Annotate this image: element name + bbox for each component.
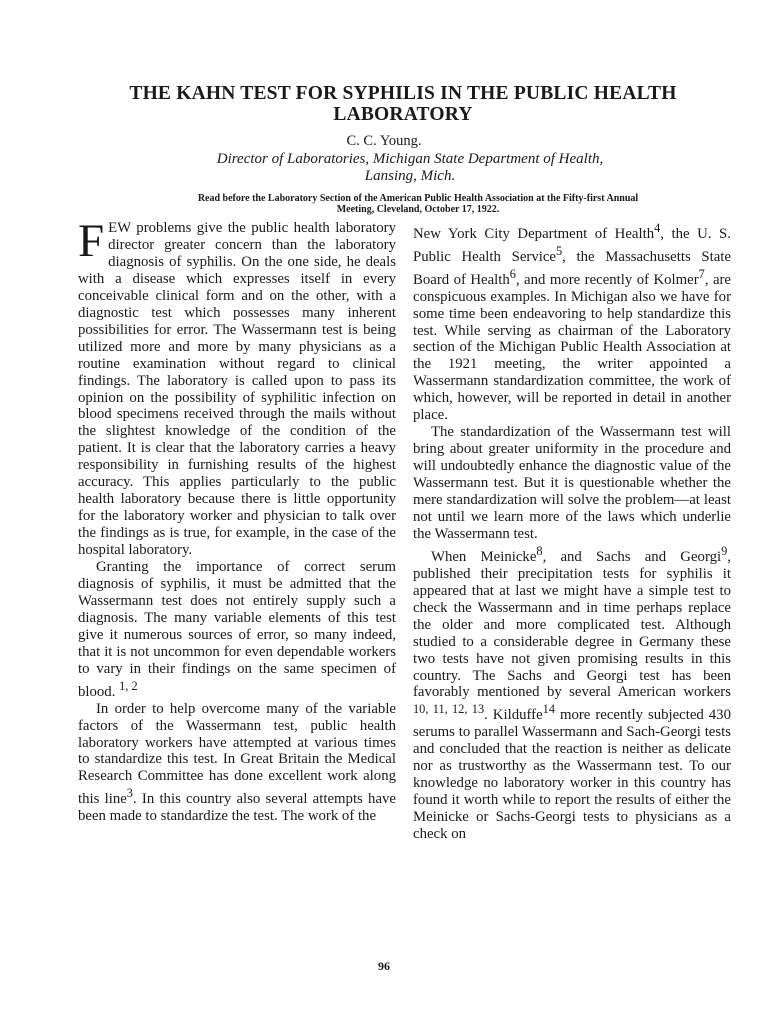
- paragraph-text: EW problems give the public health laboratory director greater concern than the laboratory diagnosis of syphilis. On the one side, he deals with a disease which expresses itself in every conceivable clinical form and on the other, with a diagnostic test which possesses many inherent possibilities for error. The Wassermann test is being utilized more and more by many physicians as a routine examination without regard to clinical findings. The laboratory is called upon to pass its opinion on the possibility of syphilitic infection on blood specimens received through the mails without the slightest knowledge of the condition of the patient. It is clear that the laboratory carries a heavy responsibility in furnishing results of the highest accuracy. This applies particularly to the public health laboratory because there is little opportunity for the laboratory worker and physician to talk over the findings as is true, for example, in the case of the hospital laboratory.: [78, 220, 396, 559]
- title-line-1: THE KAHN TEST FOR SYPHILIS IN THE PUBLIC HEALTH: [129, 83, 677, 104]
- drop-cap: F: [78, 215, 105, 267]
- left-column: [78, 215, 396, 825]
- paragraph: [413, 220, 731, 424]
- paragraph-text: . In this country also several attempts have been made to standardize the test. The work of the: [78, 791, 396, 825]
- article-title: [60, 83, 746, 125]
- right-column: [413, 220, 731, 843]
- paragraph: [78, 701, 396, 826]
- affiliation-line-1: Director of Laboratories, Michigan State Department of Health,: [216, 151, 604, 167]
- note-line-2: Meeting, Cleveland, October 17, 1922.: [336, 204, 500, 215]
- citation-superscript: 6: [509, 266, 516, 281]
- paragraph: [78, 215, 396, 559]
- paragraph: [78, 559, 396, 701]
- paragraph-text: , the Massachusetts State Board of Health: [413, 248, 731, 288]
- citation-superscript: 8: [536, 543, 543, 558]
- page-number: 96: [378, 959, 390, 973]
- citation-superscript: 1, 2: [119, 678, 138, 693]
- citation-superscript: 4: [654, 221, 661, 235]
- citation-superscript: 10, 11, 12, 13: [413, 702, 485, 717]
- paragraph-text: In order to help overcome many of the variable factors of the Wassermann test, public health laboratory workers have attempted at various times to standardize this test. In Great Britain the Medical Research Committee has done excellent work along this line: [78, 700, 396, 808]
- paragraph-text: , and more recently of Kolmer: [515, 271, 699, 288]
- paragraph-text: When Meinicke: [431, 548, 537, 565]
- citation-superscript: 14: [542, 702, 555, 717]
- paragraph-text: Granting the importance of correct serum diagnosis of syphilis, it must be admitted that the Wassermann test does not entirely supply such a diagnosis. The many variable elements of this test give it numerous sources of error, so many indeed, that it is not uncommon for even dependable workers to vary in their findings on the same specimen of blood.: [78, 559, 396, 700]
- title-line-2: LABORATORY: [333, 104, 473, 125]
- presentation-note: [82, 193, 754, 215]
- paragraph-text: . Kilduffe: [484, 707, 543, 724]
- citation-superscript: 9: [721, 543, 728, 558]
- paragraph-text: The standardization of the Wassermann test will bring about greater uniformity in the procedure and will undoubtedly enhance the diagnostic value of the Wassermann test. But it is questionable whether the mere standardization will solve the problem—at least not until we learn more of the laws which underlie the Wassermann test.: [413, 424, 731, 542]
- paragraph-text: , are conspicuous examples. In Michigan also we have for some time been endeavoring to help standardize this test. While serving as chairman of the Laboratory section of the Michigan Public Health Association at the 1921 meeting, the writer appointed a Wassermann standardization committee, the work of which, however, will be reported in detail in another place.: [413, 271, 732, 424]
- citation-superscript: 5: [555, 243, 563, 258]
- paragraph-text: , and Sachs and Georgi: [542, 548, 722, 565]
- paragraph-text: New York City Department of Health: [413, 225, 655, 242]
- paragraph: [413, 543, 731, 843]
- note-line-1: Read before the Laboratory Section of the American Public Health Association at the Fifty-first Annual: [197, 193, 639, 204]
- affiliation-line-2: Lansing, Mich.: [364, 168, 456, 184]
- paragraph: [413, 424, 731, 543]
- paragraph-text: more recently subjected 430 serums to parallel Wassermann and Sach-Georgi tests and concluded that the reaction is neither as delicate nor as trustworthy as the Wassermann test. To our knowledge no laboratory worker in this country has found it worth while to report the results of either the Meinicke or Sachs-Georgi tests to physicians as a check on: [413, 707, 731, 843]
- paragraph-text: , the U. S. Public Health Service: [413, 225, 731, 265]
- citation-superscript: 3: [126, 786, 133, 801]
- author-affiliation: [100, 151, 720, 185]
- citation-superscript: 7: [698, 266, 705, 281]
- paragraph-text: , published their precipitation tests for syphilis it appeared that at last we might have a simple test to check the Wassermann and in time perhaps replace the older and more complicated test. Although studied to a considerable degree in Germany these two tests have not given promising results in this country. The Sachs and Georgi test has been favorably mentioned by several American workers: [413, 548, 731, 701]
- author-name: C. C. Young.: [346, 133, 422, 149]
